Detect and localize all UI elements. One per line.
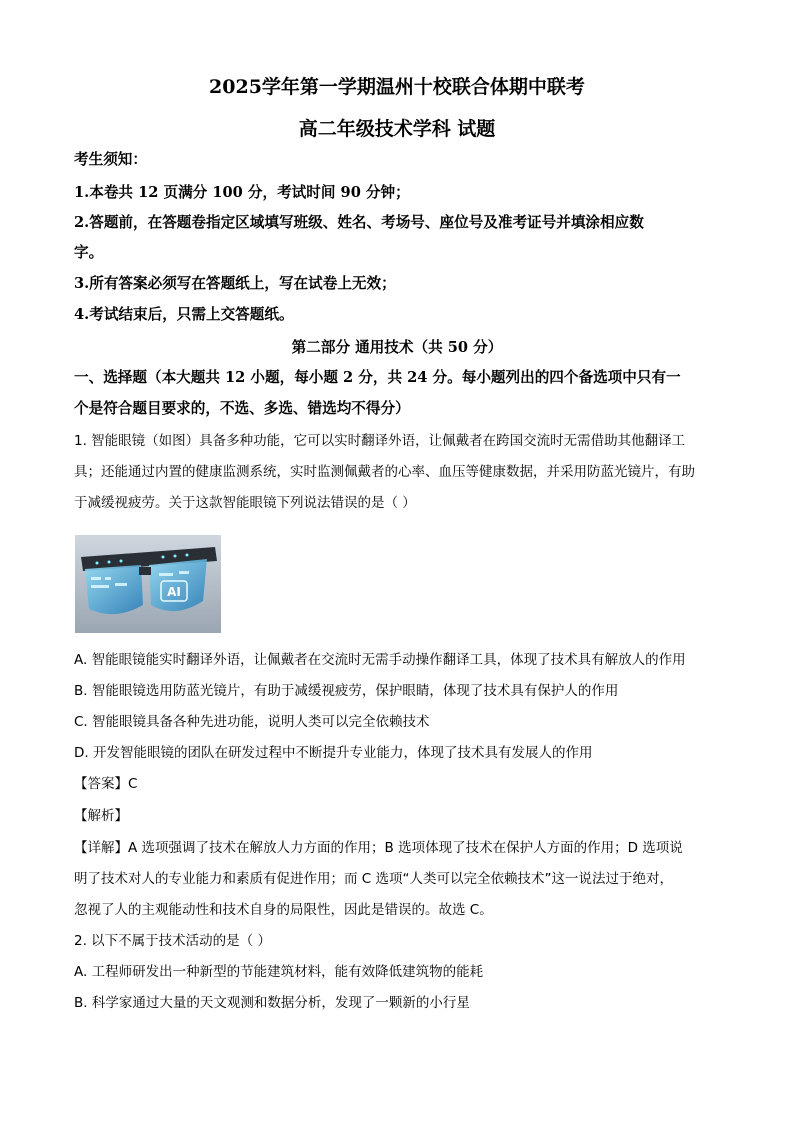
section-title: 第二部分 通用技术（共 50 分） (291, 339, 503, 356)
notice-item: 字。 (74, 244, 104, 261)
notice-item: 3.所有答案必须写在答题纸上，写在试卷上无效； (74, 275, 396, 292)
notice-item: 4.考试结束后，只需上交答题纸。 (74, 306, 294, 323)
smart-glasses-icon (75, 535, 221, 633)
q2-option-b: B. 科学家通过大量的天文观测和数据分析，发现了一颗新的小行星 (74, 995, 470, 1011)
section-instruction: 个是符合题目要求的，不选、多选、错选均不得分） (74, 400, 410, 417)
notice-item: 2.答题前，在答题卷指定区域填写班级、姓名、考场号、座位号及准考证号并填涂相应数 (74, 214, 644, 231)
q1-detail: 忽视了人的主观能动性和技术自身的局限性，因此是错误的。故选 C。 (74, 902, 493, 918)
q1-stem: 具；还能通过内置的健康监测系统，实时监测佩戴者的心率、血压等健康数据，并采用防蓝光镜片，有助 (74, 464, 695, 480)
q2-option-a: A. 工程师研发出一种新型的节能建筑材料，能有效降低建筑物的能耗 (74, 964, 484, 980)
q1-option-c: C. 智能眼镜具备各种先进功能，说明人类可以完全依赖技术 (74, 714, 430, 730)
q1-option-a: A. 智能眼镜能实时翻译外语，让佩戴者在交流时无需手动操作翻译工具，体现了技术具有解放人的作用 (74, 652, 686, 668)
exam-subtitle: 高二年级技术学科 试题 (298, 118, 496, 140)
q1-stem: 1. 智能眼镜（如图）具备多种功能，它可以实时翻译外语，让佩戴者在跨国交流时无需借助其他翻译工 (74, 433, 686, 449)
q1-detail: 明了技术对人的专业能力和素质有促进作用；而 C 选项“人类可以完全依赖技术”这一说法过于绝对， (74, 871, 673, 887)
section-instruction: 一、选择题（本大题共 12 小题，每小题 2 分，共 24 分。每小题列出的四个备选项中只有一 (74, 369, 681, 386)
q1-detail: 【详解】A 选项强调了技术在解放人力方面的作用；B 选项体现了技术在保护人方面的作用；D 选项说 (74, 840, 683, 856)
notice-item: 1.本卷共 12 页满分 100 分，考试时间 90 分钟； (74, 184, 410, 201)
q1-stem: 于减缓视疲劳。关于这款智能眼镜下列说法错误的是（ ） (74, 495, 416, 511)
notice-heading: 考生须知： (74, 151, 147, 168)
q1-option-b: B. 智能眼镜选用防蓝光镜片，有助于减缓视疲劳，保护眼睛，体现了技术具有保护人的作用 (74, 683, 619, 699)
q1-analysis-label: 【解析】 (74, 808, 128, 824)
exam-title: 2025学年第一学期温州十校联合体期中联考 (209, 76, 585, 98)
glasses-ai-label: AI (167, 585, 181, 599)
q2-stem: 2. 以下不属于技术活动的是（ ） (74, 933, 271, 949)
smart-glasses-image (75, 535, 221, 633)
q1-answer: 【答案】C (74, 776, 138, 792)
q1-option-d: D. 开发智能眼镜的团队在研发过程中不断提升专业能力，体现了技术具有发展人的作用 (74, 745, 593, 761)
